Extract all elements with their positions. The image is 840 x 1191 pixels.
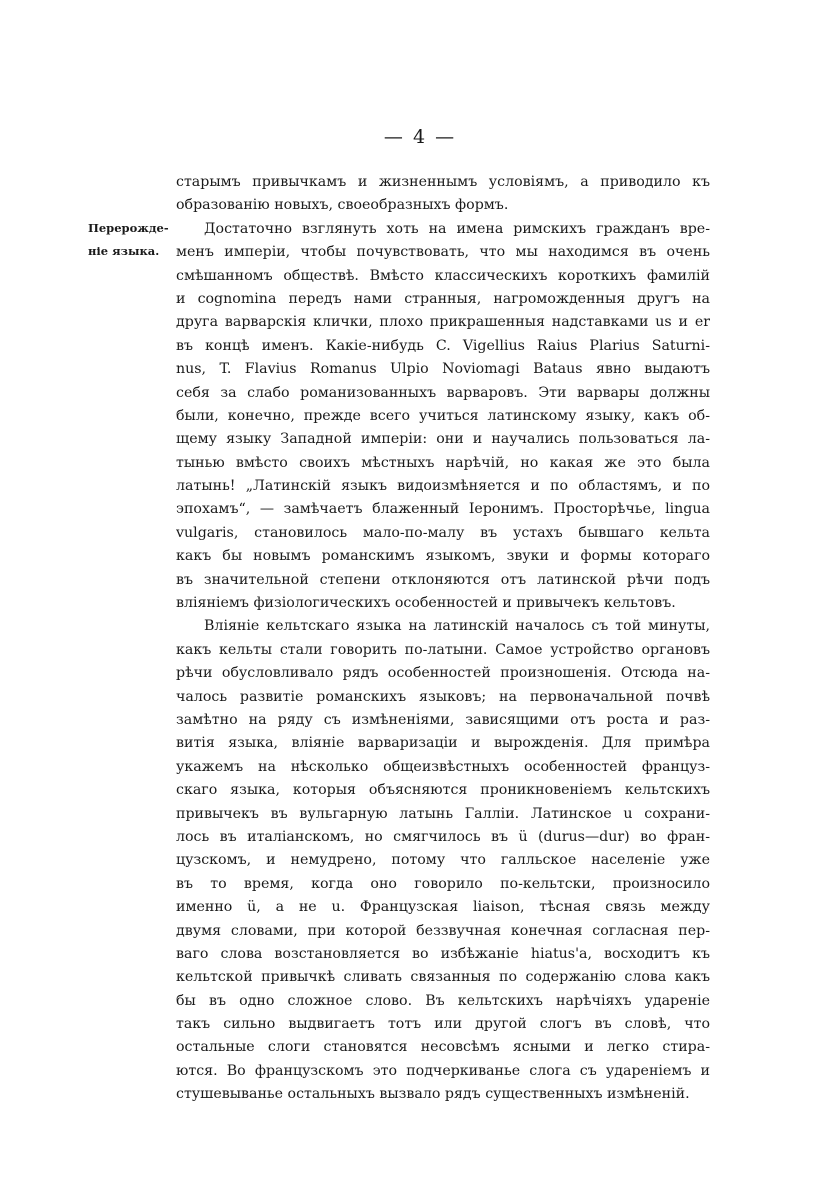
text-line: vulgaris, становилось мало-по-малу въ устахъ бывшаго кельта [176, 524, 710, 541]
text-line: Вліяніе кельтскаго языка на латинскій началось съ той минуты, [204, 618, 710, 635]
text-line: менъ имперіи, чтобы почувствовать, что мы находимся въ очень [176, 244, 710, 261]
text-line: себя за слабо романизованныхъ варваровъ. Эти варвары должны [176, 384, 710, 401]
margin-note [88, 217, 180, 264]
text-line: были, конечно, прежде всего учиться латинскому языку, какъ об- [176, 407, 710, 424]
margin-note-line: Перерожде- [88, 221, 169, 235]
text-line: друга варварскія клички, плохо прикрашенныя надставками us и er [176, 314, 710, 331]
text-line: именно ü, а не u. Французская liaison, тѣсная связь между [176, 899, 710, 916]
text-line: какъ кельты стали говорить по-латыни. Самое устройство органовъ [176, 641, 710, 658]
paragraph [176, 171, 710, 218]
text-line: смѣшанномъ обществѣ. Вмѣсто классическихъ короткихъ фамилій [176, 267, 710, 284]
text-line: и cognomina передъ нами странныя, нагроможденныя другъ на [176, 290, 710, 307]
text-line: укажемъ на нѣсколько общеизвѣстныхъ особенностей француз- [176, 758, 710, 775]
text-line: Достаточно взглянуть хоть на имена римскихъ гражданъ вре- [204, 220, 710, 237]
body-text [176, 171, 710, 1107]
text-line: чалось развитіе романскихъ языковъ; на первоначальной почвѣ [176, 688, 710, 705]
page-number: — 4 — [383, 126, 457, 148]
text-line: двумя словами, при которой беззвучная конечная согласная пер- [176, 922, 710, 939]
text-line: вліяніемъ физіологическихъ особенностей и привычекъ кельтовъ. [176, 595, 676, 612]
text-line: такъ сильно выдвигаетъ тотъ или другой слогъ въ словѣ, что [176, 1016, 710, 1033]
text-line: цузскомъ, и немудрено, потому что галльское населеніе уже [176, 852, 710, 869]
text-line: лось въ италіанскомъ, но смягчилось въ ü (durus—dur) во фран- [176, 828, 710, 845]
margin-note-line: ніе языка. [88, 244, 160, 259]
paragraph [176, 218, 710, 616]
text-line: бы въ одно сложное слово. Въ кельтскихъ нарѣчіяхъ удареніе [176, 992, 710, 1009]
text-line: скаго языка, которыя объясняются проникновеніемъ кельтскихъ [176, 782, 710, 799]
text-line: образованію новыхъ, своеобразныхъ формъ. [176, 197, 509, 214]
text-line: какъ бы новымъ романскимъ языкомъ, звуки и формы котораго [176, 548, 710, 565]
text-line: замѣтно на ряду съ измѣненіями, зависящими отъ роста и раз- [176, 711, 710, 728]
text-line: щему языку Западной имперіи: они и научались пользоваться ла- [176, 431, 710, 448]
text-line: тынью вмѣсто своихъ мѣстныхъ нарѣчій, но какая же это была [176, 454, 710, 471]
text-line: старымъ привычкамъ и жизненнымъ условіямъ, а приводило къ [176, 174, 710, 190]
text-line: латынь! „Латинскій языкъ видоизмѣняется и по областямъ, и по [176, 478, 710, 495]
text-line: стушевыванье остальныхъ вызвало рядъ существенныхъ измѣненій. [176, 1086, 690, 1103]
text-line: остальные слоги становятся несовсѣмъ ясными и легко стира- [176, 1039, 710, 1056]
paragraph [176, 615, 710, 1106]
text-line: эпохамъ“, — замѣчаетъ блаженный Іеронимъ. Просторѣчье, lingua [176, 501, 710, 518]
text-line: въ то время, когда оно говорило по-кельтски, произносило [176, 875, 710, 892]
text-line: кельтской привычкѣ сливать связанныя по содержанію слова какъ [176, 969, 710, 986]
text-line: ются. Во французскомъ это подчеркиванье слога съ удареніемъ и [176, 1062, 710, 1079]
text-line: витія языка, вліяніе варваризаціи и вырожденія. Для примѣра [176, 735, 710, 752]
text-line: въ значительной степени отклоняются отъ латинской рѣчи подъ [176, 571, 710, 588]
text-line: рѣчи обусловливало рядъ особенностей произношенія. Отсюда на- [176, 665, 710, 682]
text-line: въ концѣ именъ. Какіе-нибудь C. Vigellius Raius Plarius Saturni- [176, 337, 710, 354]
text-line: ваго слова возстановляется во избѣжаніе hiatus'а, восходитъ къ [176, 945, 710, 962]
text-line: привычекъ въ вульгарную латынь Галліи. Латинское u сохрани- [176, 805, 710, 822]
text-line: nus, T. Flavius Romanus Ulpio Noviomagi Bataus явно выдаютъ [176, 361, 710, 378]
